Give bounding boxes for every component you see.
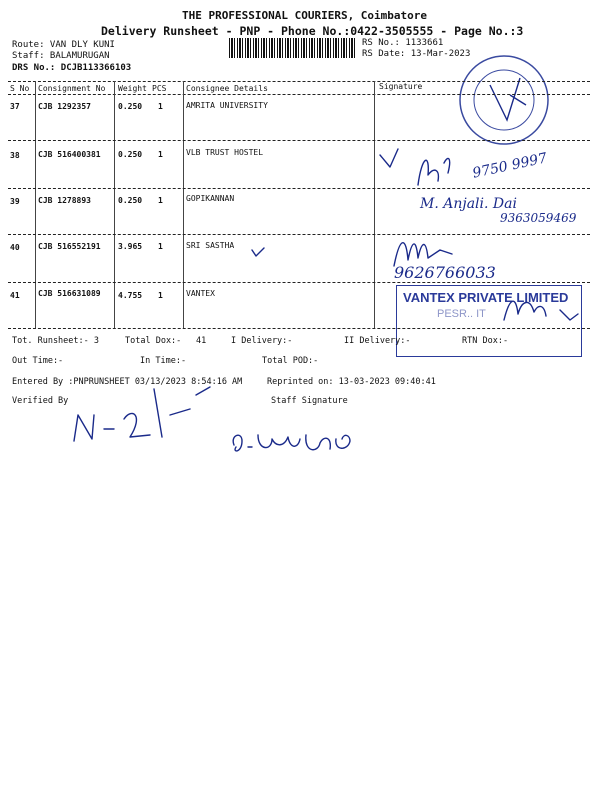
row-consignee: GOPIKANNAN bbox=[186, 194, 235, 203]
col-separator bbox=[183, 81, 184, 328]
runsheet-subtitle: Delivery Runsheet - PNP - Phone No.:0422-3505555 - Page No.:3 bbox=[101, 24, 524, 38]
signature-row38-icon bbox=[378, 145, 468, 190]
row-consignee: VLB TRUST HOSTEL bbox=[186, 148, 264, 157]
row-consignment: CJB 516552191 bbox=[38, 242, 101, 251]
col-separator bbox=[114, 81, 115, 328]
row-pcs: 1 bbox=[158, 196, 163, 205]
row-consignment: CJB 1278893 bbox=[38, 196, 91, 205]
col-header-pcs: PCS bbox=[152, 84, 167, 93]
row-sno: 41 bbox=[10, 291, 20, 300]
verifier-signature-icon bbox=[70, 385, 220, 447]
reprinted-on: Reprinted on: 13-03-2023 09:40:41 bbox=[267, 377, 436, 387]
total-dox-label: Total Dox:- bbox=[125, 336, 182, 346]
row-consignee: AMRITA UNIVERSITY bbox=[186, 101, 268, 110]
row-consignment: CJB 516400381 bbox=[38, 150, 101, 159]
handwriting-row39-phone: 9363059469 bbox=[500, 211, 577, 225]
stamp-text: VANTEX PRIVATE LIMITED bbox=[403, 290, 569, 305]
drs-value: DCJB113366103 bbox=[60, 63, 132, 73]
tot-runsheet: Tot. Runsheet:- 3 bbox=[12, 336, 99, 346]
staff-label: Staff: BALAMURUGAN bbox=[12, 51, 110, 61]
signature-row41-icon bbox=[500, 290, 590, 330]
rs-number: RS No.: 1133661 bbox=[362, 38, 444, 48]
out-time: Out Time:- bbox=[12, 356, 64, 366]
col-header-weight: Weight bbox=[118, 84, 147, 93]
row-weight: 4.755 bbox=[118, 291, 143, 300]
company-title: THE PROFESSIONAL COURIERS, Coimbatore bbox=[182, 9, 428, 22]
row-pcs: 1 bbox=[158, 242, 163, 251]
row-pcs: 1 bbox=[158, 150, 163, 159]
handwriting-row39-name: M. Anjali. Dai bbox=[420, 196, 517, 212]
ii-delivery: II Delivery:- bbox=[344, 336, 411, 346]
handwriting-row40-phone: 9626766033 bbox=[394, 263, 496, 282]
row-consignment: CJB 1292357 bbox=[38, 102, 91, 111]
handwriting-row38: 9750 9997 bbox=[471, 150, 549, 182]
staff-signature-label: Staff Signature bbox=[271, 396, 348, 406]
row-sno: 37 bbox=[10, 102, 20, 111]
col-header-consignment: Consignment No bbox=[38, 84, 106, 93]
row-pcs: 1 bbox=[158, 291, 163, 300]
staff-signature-icon bbox=[228, 425, 358, 461]
in-time: In Time:- bbox=[140, 356, 187, 366]
total-dox-value: 41 bbox=[196, 336, 207, 346]
drs-label: DRS No.: bbox=[12, 63, 56, 73]
entered-by: Entered By :PNPRUNSHEET 03/13/2023 8:54:16 AM bbox=[12, 377, 243, 387]
row-sno: 39 bbox=[10, 197, 20, 206]
row-sno: 38 bbox=[10, 151, 20, 160]
row-weight: 0.250 bbox=[118, 150, 143, 159]
drs-number bbox=[12, 63, 131, 73]
col-header-signature: Signature bbox=[379, 82, 423, 91]
col-header-sno: S No bbox=[10, 84, 30, 93]
col-header-consignee: Consignee Details bbox=[186, 84, 268, 93]
round-stamp-icon bbox=[452, 50, 557, 150]
route-label: Route: VAN DLY KUNI bbox=[12, 40, 115, 50]
row-sno: 40 bbox=[10, 243, 20, 252]
barcode bbox=[229, 38, 357, 58]
tick-mark-icon bbox=[250, 246, 266, 258]
row-weight: 0.250 bbox=[118, 102, 143, 111]
row-weight: 0.250 bbox=[118, 196, 143, 205]
col-separator bbox=[374, 81, 375, 328]
i-delivery: I Delivery:- bbox=[231, 336, 293, 346]
stamp-text-faded: PESR.. IT bbox=[437, 308, 486, 320]
row-consignment: CJB 516631089 bbox=[38, 289, 101, 298]
verified-by: Verified By bbox=[12, 396, 69, 406]
total-pod: Total POD:- bbox=[262, 356, 319, 366]
col-separator bbox=[35, 81, 36, 328]
rs-date: RS Date: 13-Mar-2023 bbox=[362, 49, 471, 59]
row-consignee: VANTEX bbox=[186, 289, 215, 298]
row-consignee: SRI SASTHA bbox=[186, 241, 235, 250]
row-pcs: 1 bbox=[158, 102, 163, 111]
rtn-dox: RTN Dox:- bbox=[462, 336, 509, 346]
row-weight: 3.965 bbox=[118, 242, 143, 251]
